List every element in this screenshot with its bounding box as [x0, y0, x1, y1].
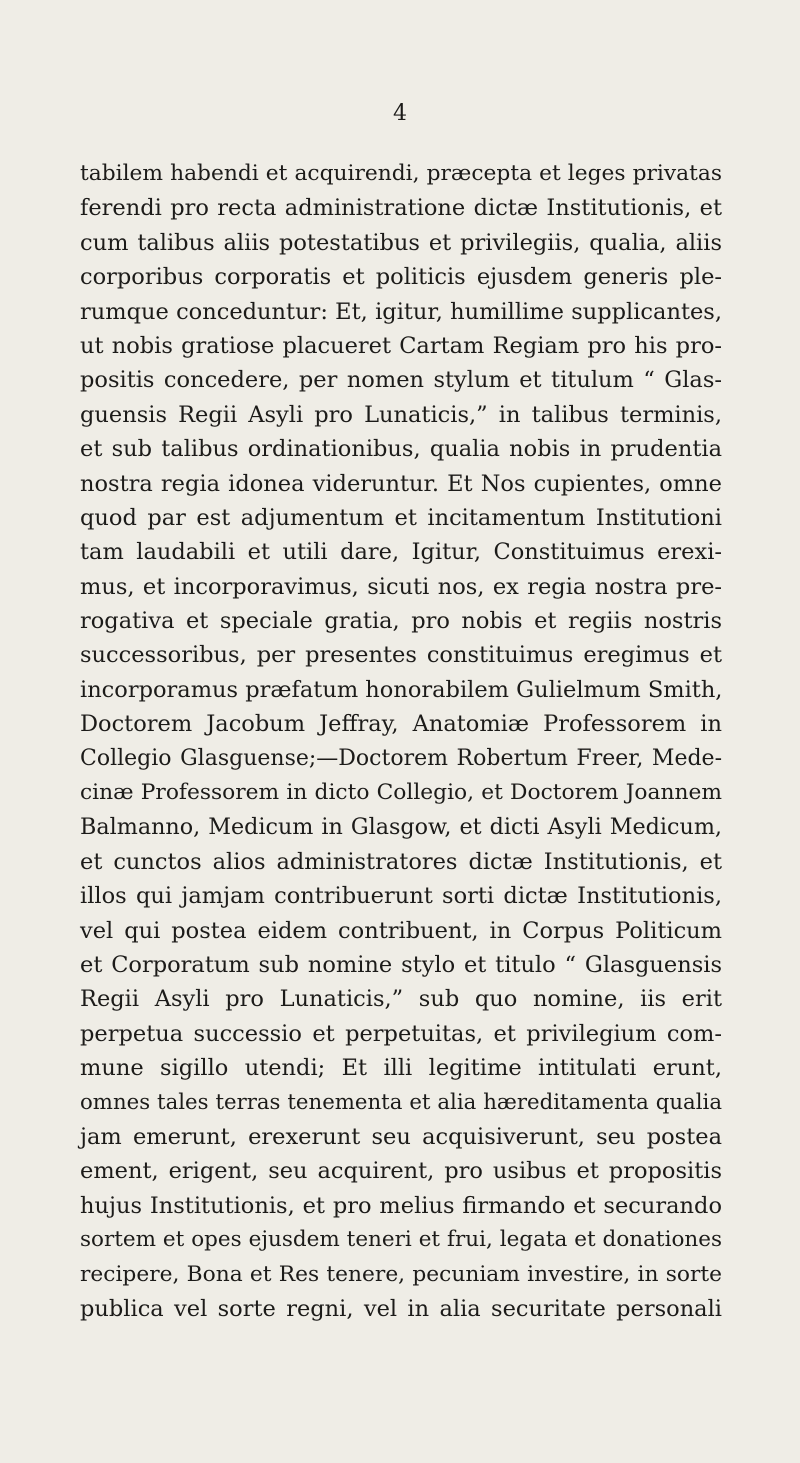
- body-text: [80, 157, 722, 1326]
- text-line: nostra regia idonea videruntur. Et Nos cupientes, omne: [80, 470, 722, 497]
- text-line: quod par est adjumentum et incitamentum Institutioni: [80, 504, 722, 531]
- text-line: publica vel sorte regni, vel in alia securitate personali: [80, 1295, 722, 1322]
- text-line: vel qui postea eidem contribuent, in Corpus Politicum: [80, 917, 722, 944]
- text-line: recipere, Bona et Res tenere, pecuniam investire, in sorte: [80, 1261, 722, 1287]
- text-line: corporibus corporatis et politicis ejusdem generis ple-: [80, 264, 722, 291]
- text-line: incorporamus præfatum honorabilem Gulielmum Smith,: [80, 676, 723, 703]
- text-line: guensis Regii Asyli pro Lunaticis,” in talibus terminis,: [80, 401, 722, 428]
- text-line: Doctorem Jacobum Jeffray, Anatomiæ Professorem in: [80, 711, 722, 738]
- text-line: cinæ Professorem in dicto Collegio, et Doctorem Joannem: [80, 780, 722, 806]
- text-line: successoribus, per presentes constituimus eregimus et: [80, 642, 722, 669]
- text-line: Collegio Glasguense;—Doctorem Robertum Freer, Mede-: [80, 745, 722, 771]
- text-line: cum talibus aliis potestatibus et privilegiis, qualia, aliis: [80, 229, 722, 256]
- text-line: positis concedere, per nomen stylum et titulum “ Glas-: [80, 367, 722, 394]
- text-line: et Corporatum sub nomine stylo et titulo “ Glasguensis: [80, 951, 722, 978]
- text-line: rumque conceduntur: Et, igitur, humillime supplicantes,: [80, 298, 722, 325]
- page-number: 4: [393, 101, 407, 126]
- text-line: tabilem habendi et acquirendi, præcepta et leges privatas: [80, 161, 722, 186]
- text-line: illos qui jamjam contribuerunt sorti dictæ Institutionis,: [80, 883, 722, 910]
- text-line: rogativa et speciale gratia, pro nobis et regiis nostris: [80, 608, 722, 635]
- text-line: ement, erigent, seu acquirent, pro usibus et propositis: [80, 1158, 722, 1185]
- text-line: jam emerunt, erexerunt seu acquisiverunt, seu postea: [80, 1123, 722, 1150]
- text-line: perpetua successio et perpetuitas, et privilegium com-: [80, 1020, 722, 1047]
- text-line: sortem et opes ejusdem teneri et frui, legata et donationes: [80, 1227, 722, 1253]
- text-line: ferendi pro recta administratione dictæ Institutionis, et: [80, 195, 722, 222]
- text-line: mune sigillo utendi; Et illi legitime intitulati erunt,: [80, 1055, 722, 1082]
- text-line: tam laudabili et utili dare, Igitur, Constituimus erexi-: [80, 539, 722, 566]
- text-line: et cunctos alios administratores dictæ Institutionis, et: [80, 848, 722, 875]
- text-line: mus, et incorporavimus, sicuti nos, ex regia nostra pre-: [80, 573, 722, 600]
- text-line: Balmanno, Medicum in Glasgow, et dicti Asyli Medicum,: [80, 814, 722, 841]
- text-line: ut nobis gratiose placueret Cartam Regiam pro his pro-: [80, 332, 722, 359]
- text-line: et sub talibus ordinationibus, qualia nobis in prudentia: [80, 436, 722, 463]
- text-line: omnes tales terras tenementa et alia hæreditamenta qualia: [80, 1089, 722, 1115]
- text-line: Regii Asyli pro Lunaticis,” sub quo nomine, iis erit: [80, 986, 722, 1013]
- text-line: hujus Institutionis, et pro melius firmando et securando: [80, 1192, 722, 1219]
